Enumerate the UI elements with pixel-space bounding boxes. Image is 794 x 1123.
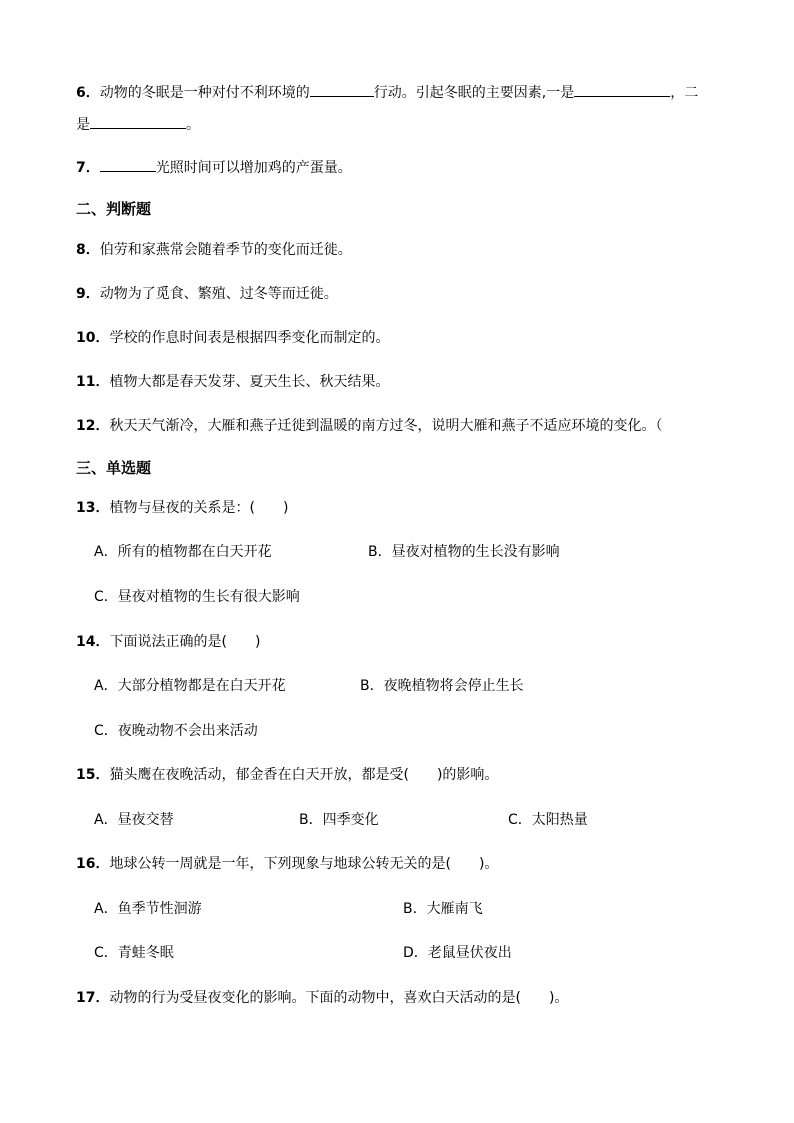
- question-text: 植物大都是春天发芽、夏天生长、秋天结果。: [109, 374, 390, 390]
- question-text: 地球公转一周就是一年，下列现象与地球公转无关的是( )。: [109, 856, 499, 872]
- question-number: 9．: [76, 286, 100, 302]
- question-8: [76, 240, 352, 260]
- question-text: 动物的行为受昼夜变化的影响。下面的动物中，喜欢白天活动的是( )。: [109, 990, 569, 1006]
- question-13: [76, 498, 288, 518]
- question-text: 学校的作息时间表是根据四季变化而制定的。: [109, 330, 390, 346]
- question-text: ，二: [670, 85, 699, 101]
- option-c[interactable]: C．太阳热量: [508, 812, 588, 828]
- question-number: 14．: [76, 634, 110, 650]
- section-heading: 二、判断题: [76, 200, 152, 218]
- question-number: 17．: [76, 990, 110, 1006]
- question-text: 是: [76, 117, 90, 133]
- option-c[interactable]: C．昼夜对植物的生长有很大影响: [94, 589, 300, 605]
- option-d[interactable]: D．老鼠昼伏夜出: [403, 945, 512, 961]
- option-b[interactable]: B．夜晚植物将会停止生长: [360, 678, 524, 694]
- question-15: [76, 765, 498, 785]
- question-text: 猫头鹰在夜晚活动，郁金香在白天开放，都是受( )的影响。: [109, 767, 499, 783]
- option-b[interactable]: B．大雁南飞: [403, 901, 483, 917]
- question-text: 动物为了觅食、繁殖、过冬等而迁徙。: [99, 286, 338, 302]
- question-number: 6．: [76, 85, 100, 101]
- question-16: [76, 854, 498, 874]
- question-text: 下面说法正确的是( ): [109, 634, 261, 650]
- option-a[interactable]: A．所有的植物都在白天开花: [94, 544, 272, 560]
- question-text: 伯劳和家燕常会随着季节的变化而迁徙。: [99, 242, 352, 258]
- question-number: 13．: [76, 500, 110, 516]
- question-number: 11．: [76, 374, 110, 390]
- answer-blank[interactable]: [100, 157, 156, 172]
- question-14: [76, 632, 260, 652]
- answer-blank[interactable]: [574, 82, 670, 97]
- option-c[interactable]: C．青蛙冬眠: [94, 945, 174, 961]
- question-text: 动物的冬眠是一种对付不利环境的: [99, 85, 310, 101]
- question-text: 。: [186, 117, 200, 133]
- question-number: 10．: [76, 330, 110, 346]
- question-text: 植物与昼夜的关系是：( ): [109, 500, 289, 516]
- question-number: 16．: [76, 856, 110, 872]
- section-heading: 三、单选题: [76, 459, 152, 477]
- question-text: 秋天天气渐冷，大雁和燕子迁徙到温暖的南方过冬，说明大雁和燕子不适应环境的变化。（: [109, 418, 663, 434]
- option-a[interactable]: A．昼夜交替: [94, 812, 174, 828]
- answer-blank[interactable]: [90, 114, 186, 129]
- question-number: 15．: [76, 767, 110, 783]
- question-6-line-1: [76, 82, 698, 103]
- question-text: 光照时间可以增加鸡的产蛋量。: [155, 160, 352, 176]
- question-11: [76, 372, 389, 392]
- option-c[interactable]: C．夜晚动物不会出来活动: [94, 723, 258, 739]
- question-12: [76, 416, 662, 436]
- question-10: [76, 328, 389, 348]
- answer-blank[interactable]: [310, 82, 374, 97]
- question-9: [76, 284, 338, 304]
- question-number: 8．: [76, 242, 100, 258]
- option-b[interactable]: B．四季变化: [299, 812, 379, 828]
- option-a[interactable]: A．大部分植物都是在白天开花: [94, 678, 286, 694]
- question-7: [76, 157, 352, 178]
- question-number: 12．: [76, 418, 110, 434]
- question-number: 7．: [76, 160, 100, 176]
- option-b[interactable]: B．昼夜对植物的生长没有影响: [368, 544, 560, 560]
- question-text: 行动。引起冬眠的主要因素,一是: [373, 85, 575, 101]
- question-6-line-2: [76, 114, 200, 135]
- question-17: [76, 988, 568, 1008]
- option-a[interactable]: A．鱼季节性洄游: [94, 901, 202, 917]
